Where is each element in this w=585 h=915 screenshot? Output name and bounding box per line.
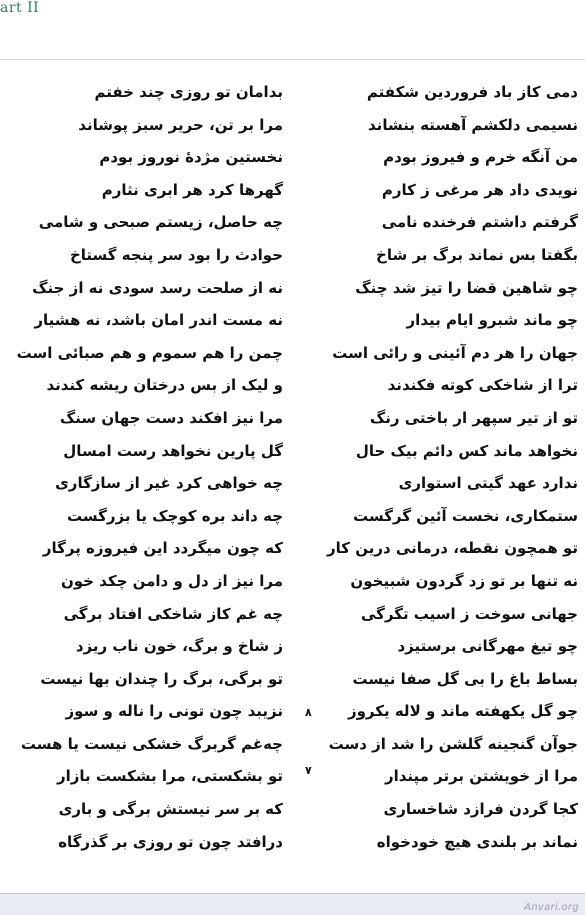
verse-line: کجا گردن فرازد شاخساری [383, 800, 578, 819]
verse-line: ستمکاری، نخست آئین گرگست [353, 506, 578, 525]
poem-left-column [8, 76, 283, 858]
verse-line: چو ماند شبرو ایام بیدار [406, 311, 578, 330]
part-label: art II [0, 0, 40, 16]
verse-marker: ٧ [305, 764, 312, 777]
verse-line: گل پارین نخواهد رست امسال [63, 441, 283, 460]
verse-line: گرفتم داشتم فرخنده نامی [381, 213, 578, 232]
verse-line: و لیک از بس درختان ریشه کندند [46, 376, 283, 395]
verse-line: ز شاخ و برگ، خون ناب ریزد [75, 637, 283, 656]
verse-marker: ٨ [305, 706, 312, 719]
verse-line: مرا بر تن، حریر سبز پوشاند [78, 115, 283, 134]
verse-line: نه مست اندر امان باشد، نه هشیار [34, 311, 283, 330]
verse-line: ندارد عهد گیتی استواری [398, 474, 578, 493]
verse-line: دمی کاز باد فروردین شکفتم [366, 83, 578, 101]
verse-line: بساط باغ را بی گل صفا نیست [352, 669, 578, 688]
verse-line: که بر سر نیستش برگی و باری [58, 800, 283, 819]
verse-line: نسیمی دلکشم آهسته بنشاند [368, 115, 578, 134]
verse-line: چه حاصل، زیستم صبحی و شامی [38, 213, 283, 232]
site-watermark: Anvari.org [524, 902, 579, 913]
verse-line: تو از تیر سپهر ار باختی رنگ [369, 408, 578, 427]
verse-line: چه‌غم گربرگ خشکی نیست یا هست [20, 734, 283, 753]
verse-line: تو برگی، برگ را چندان بها نیست [40, 669, 283, 688]
verse-line: بگفتا بس نماند برگ بر شاخ [376, 245, 578, 264]
verse-line: نه از صلحت رسد سودی نه از جنگ [32, 278, 283, 297]
verse-line: نخواهد ماند کس دائم بیک حال [355, 441, 578, 460]
verse-line: تو بشکستی، مرا بشکست بازار [56, 767, 283, 786]
verse-line: مرا نیز از دل و دامن چکد خون [60, 571, 283, 590]
verse-line: ترا از شاخکی کوته فکندند [387, 376, 578, 395]
verse-line: که چون میگردد این فیروزه پرگار [42, 539, 283, 558]
verse-line: بدامان تو روزی چند خفتم [94, 83, 283, 101]
verse-line: جهان را هر دم آئینی و رائی است [332, 343, 578, 362]
verse-line: چو گل یکهفته ماند و لاله یکروز [347, 702, 578, 721]
verse-line: چمن را هم سموم و هم صبائی است [16, 343, 283, 362]
verse-line: من آنگه خرم و فیروز بودم [383, 148, 578, 167]
verse-line: مرا نیز افکند دست جهان سنگ [59, 408, 283, 427]
verse-line: جهانی سوخت ز اسیب تگرگی [360, 604, 578, 623]
verse-line: تو همچون نقطه، درمانی درین کار [327, 539, 578, 558]
verse-line: حوادث را بود سر پنجه گستاخ [69, 245, 283, 264]
poem-right-column [300, 76, 578, 858]
verse-line: مرا از خویشتن برتر مپندار [384, 767, 578, 786]
verse-line: نویدی داد هر مرغی ز کارم [381, 180, 578, 199]
verse-line: نزیبد چون تونی را ناله و سوز [65, 702, 283, 721]
verse-line: چه غم کاز شاخکی افتاد برگی [63, 604, 283, 623]
verse-line: نخستین مژدهٔ نوروز بودم [99, 148, 283, 167]
verse-line: جوآن گنجینه گلشن را شد از دست [328, 734, 578, 753]
verse-line: چه خواهی کرد غیر از سازگاری [55, 474, 283, 493]
footer-band [0, 894, 585, 915]
verse-line: چو تیغ مهرگانی برستیزد [397, 637, 578, 656]
verse-line: درافتد چون تو روزی بر گذرگاه [58, 832, 283, 851]
verse-line: نماند بر بلندی هیچ خودخواه [376, 832, 578, 851]
verse-line: چو شاهین قضا را تیز شد چنگ [355, 278, 578, 297]
verse-line: چه داند بره کوچک یا بزرگست [67, 506, 283, 525]
top-divider [0, 59, 585, 60]
verse-line: نه تنها بر تو زد گردون شبیخون [350, 571, 578, 590]
verse-line: گهرها کرد هر ابری نثارم [101, 180, 283, 199]
